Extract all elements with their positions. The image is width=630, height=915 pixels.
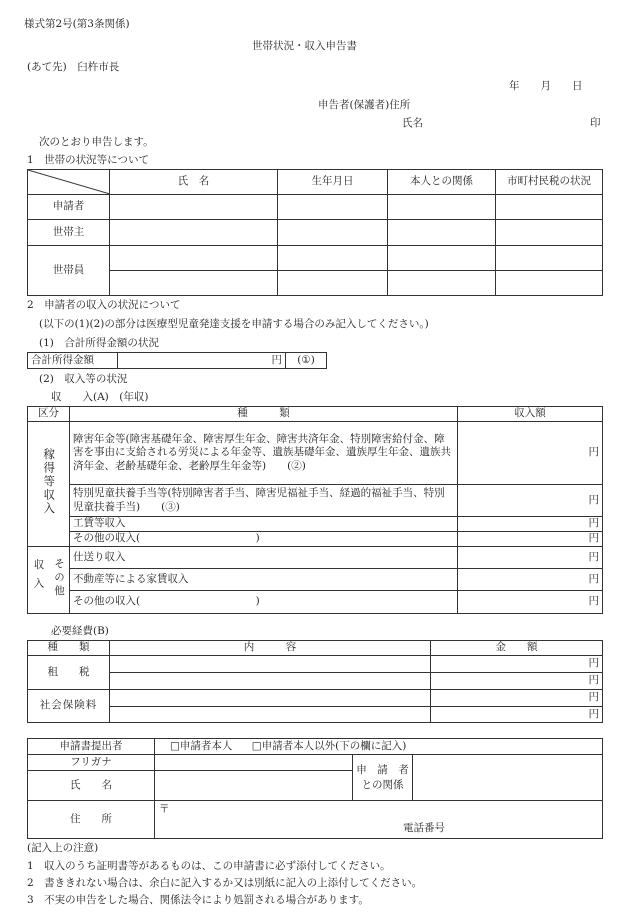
header-name: 氏 名: [110, 170, 278, 195]
total-income-yen[interactable]: 円: [118, 353, 286, 369]
submitter-label: 申請書提出者: [28, 739, 155, 755]
option-other-checkbox[interactable]: □申請者本人以外(下の欄に記入): [251, 739, 407, 752]
cell[interactable]: [110, 690, 431, 707]
cell[interactable]: [388, 220, 496, 246]
cell[interactable]: [496, 271, 603, 296]
income-row-allowance: 特別児童扶養手当等(特別障害者手当、障害児福祉手当、経過的福祉手当、特別児童扶養手当) (③): [70, 485, 458, 517]
other-category-outer: [28, 547, 48, 614]
expense-header-content: 内 容: [110, 641, 431, 656]
expense-header-amount: 金 額: [431, 641, 603, 656]
amount-cell[interactable]: 円: [431, 673, 603, 690]
postal-mark: 〒: [159, 803, 170, 815]
header-category: 区分: [28, 407, 70, 422]
section1-heading: 1 世帯の状況等について: [27, 154, 149, 166]
amount-cell[interactable]: 円: [458, 591, 603, 614]
address-label: 住 所: [28, 801, 155, 839]
row-label-applicant: 申請者: [28, 195, 110, 220]
intro-text: 次のとおり申告します。: [39, 136, 154, 148]
cell[interactable]: [278, 220, 388, 246]
option-self-checkbox[interactable]: □申請者本人: [170, 739, 233, 752]
cell[interactable]: [110, 673, 431, 690]
form-number: 様式第2号(第3条関係): [24, 18, 130, 30]
cell[interactable]: [110, 195, 278, 220]
addressee: (あて先) 臼杵市長: [27, 61, 120, 73]
other-label-outer: 収入: [32, 559, 45, 597]
cell[interactable]: [388, 195, 496, 220]
relation-field[interactable]: [413, 755, 603, 801]
furigana-field[interactable]: [155, 755, 353, 771]
cell[interactable]: [278, 271, 388, 296]
cell[interactable]: [278, 195, 388, 220]
expense-header-kind: 種 類: [28, 641, 110, 656]
submitter-options: [155, 739, 603, 755]
subsection2-heading: (2) 収入等の状況: [39, 373, 128, 385]
header-relation: 本人との関係: [388, 170, 496, 195]
total-income-ref: (①): [286, 353, 327, 369]
other-label-inner: その他: [53, 557, 65, 598]
name-label: 氏 名: [28, 771, 155, 801]
address-field[interactable]: [155, 801, 603, 839]
date-line: 年 月 日: [509, 80, 583, 92]
cell[interactable]: [388, 271, 496, 296]
cell[interactable]: [388, 246, 496, 271]
header-type: 種 類: [70, 407, 458, 422]
expense-label-insurance: 社会保険料: [28, 690, 110, 723]
cell[interactable]: [110, 271, 278, 296]
cell[interactable]: [110, 656, 431, 673]
earned-label: 稼得等収入: [42, 448, 57, 516]
amount-cell[interactable]: 円: [458, 532, 603, 547]
amount-cell[interactable]: 円: [458, 569, 603, 591]
header-birthdate: 生年月日: [278, 170, 388, 195]
note-item: 1 収入のうち証明書等があるものは、この申請書に必ず添付してください。: [27, 860, 391, 872]
amount-cell[interactable]: 円: [458, 485, 603, 517]
expense-label-tax: 租 税: [28, 656, 110, 690]
amount-cell[interactable]: 円: [431, 707, 603, 723]
form-title: 世帯状況・収入申告書: [252, 40, 357, 52]
income-heading: 収 入(A) (年収): [51, 391, 149, 403]
note-item: 3 不実の申告をした場合、関係法令により処罰される場合があります。: [27, 894, 369, 906]
name-field[interactable]: [155, 771, 353, 801]
earned-category: [28, 422, 70, 547]
note-item: 2 書ききれない場合は、余白に記入するか又は別紙に記入の上添付してください。: [27, 877, 423, 889]
expense-heading: 必要経費(B): [51, 625, 109, 637]
total-income-label: 合計所得金額: [28, 353, 118, 369]
cell[interactable]: [110, 246, 278, 271]
cell[interactable]: [496, 246, 603, 271]
amount-cell[interactable]: 円: [458, 547, 603, 569]
income-row-other: その他の収入( ): [70, 591, 458, 614]
relation-label: 申 請 者 との関係: [353, 755, 413, 801]
furigana-label: フリガナ: [28, 755, 155, 771]
diagonal-line: [28, 170, 110, 194]
notes-heading: (記入上の注意): [27, 842, 99, 854]
amount-cell[interactable]: 円: [431, 690, 603, 707]
amount-cell[interactable]: 円: [458, 422, 603, 485]
cell[interactable]: [278, 246, 388, 271]
applicant-name-label: 氏名: [402, 117, 423, 129]
income-row-wages: 工賃等収入: [70, 517, 458, 532]
row-label-members: 世帯員: [28, 246, 110, 296]
applicant-address-label: 申告者(保護者)住所: [318, 99, 411, 111]
seal-label: 印: [590, 117, 601, 129]
cell[interactable]: [110, 220, 278, 246]
section2-heading: 2 申請者の収入の状況について: [27, 299, 181, 311]
total-income-table: [27, 352, 327, 369]
other-category-inner: [48, 547, 70, 614]
income-row-pension: 障害年金等(障害基礎年金、障害厚生年金、障害共済年金、特別障害給付金、障害を事由に支給される労災による年金等、遺族基礎年金、遺族厚生年金、遺族共済年金、老齢基礎年金、老齢厚生年金等) (②): [70, 422, 458, 485]
income-row-other-earned: その他の収入( ): [70, 532, 458, 547]
subsection1-heading: (1) 合計所得金額の状況: [39, 337, 159, 349]
income-table: [27, 406, 603, 614]
submitter-table: [27, 738, 603, 839]
amount-cell[interactable]: 円: [458, 517, 603, 532]
cell[interactable]: [496, 220, 603, 246]
income-row-rent: 不動産等による家賃収入: [70, 569, 458, 591]
income-row-remittance: 仕送り収入: [70, 547, 458, 569]
cell[interactable]: [496, 195, 603, 220]
header-tax-status: 市町村民税の状況: [496, 170, 603, 195]
phone-label: 電話番号: [403, 822, 445, 834]
expense-table: [27, 640, 603, 723]
household-table: [27, 169, 603, 296]
amount-cell[interactable]: 円: [431, 656, 603, 673]
row-label-householder: 世帯主: [28, 220, 110, 246]
header-amount: 収入額: [458, 407, 603, 422]
cell[interactable]: [110, 707, 431, 723]
diagonal-header-cell: [28, 170, 110, 195]
section2-note: (以下の(1)(2)の部分は医療型児童発達支援を申請する場合のみ記入してください。): [39, 318, 429, 330]
